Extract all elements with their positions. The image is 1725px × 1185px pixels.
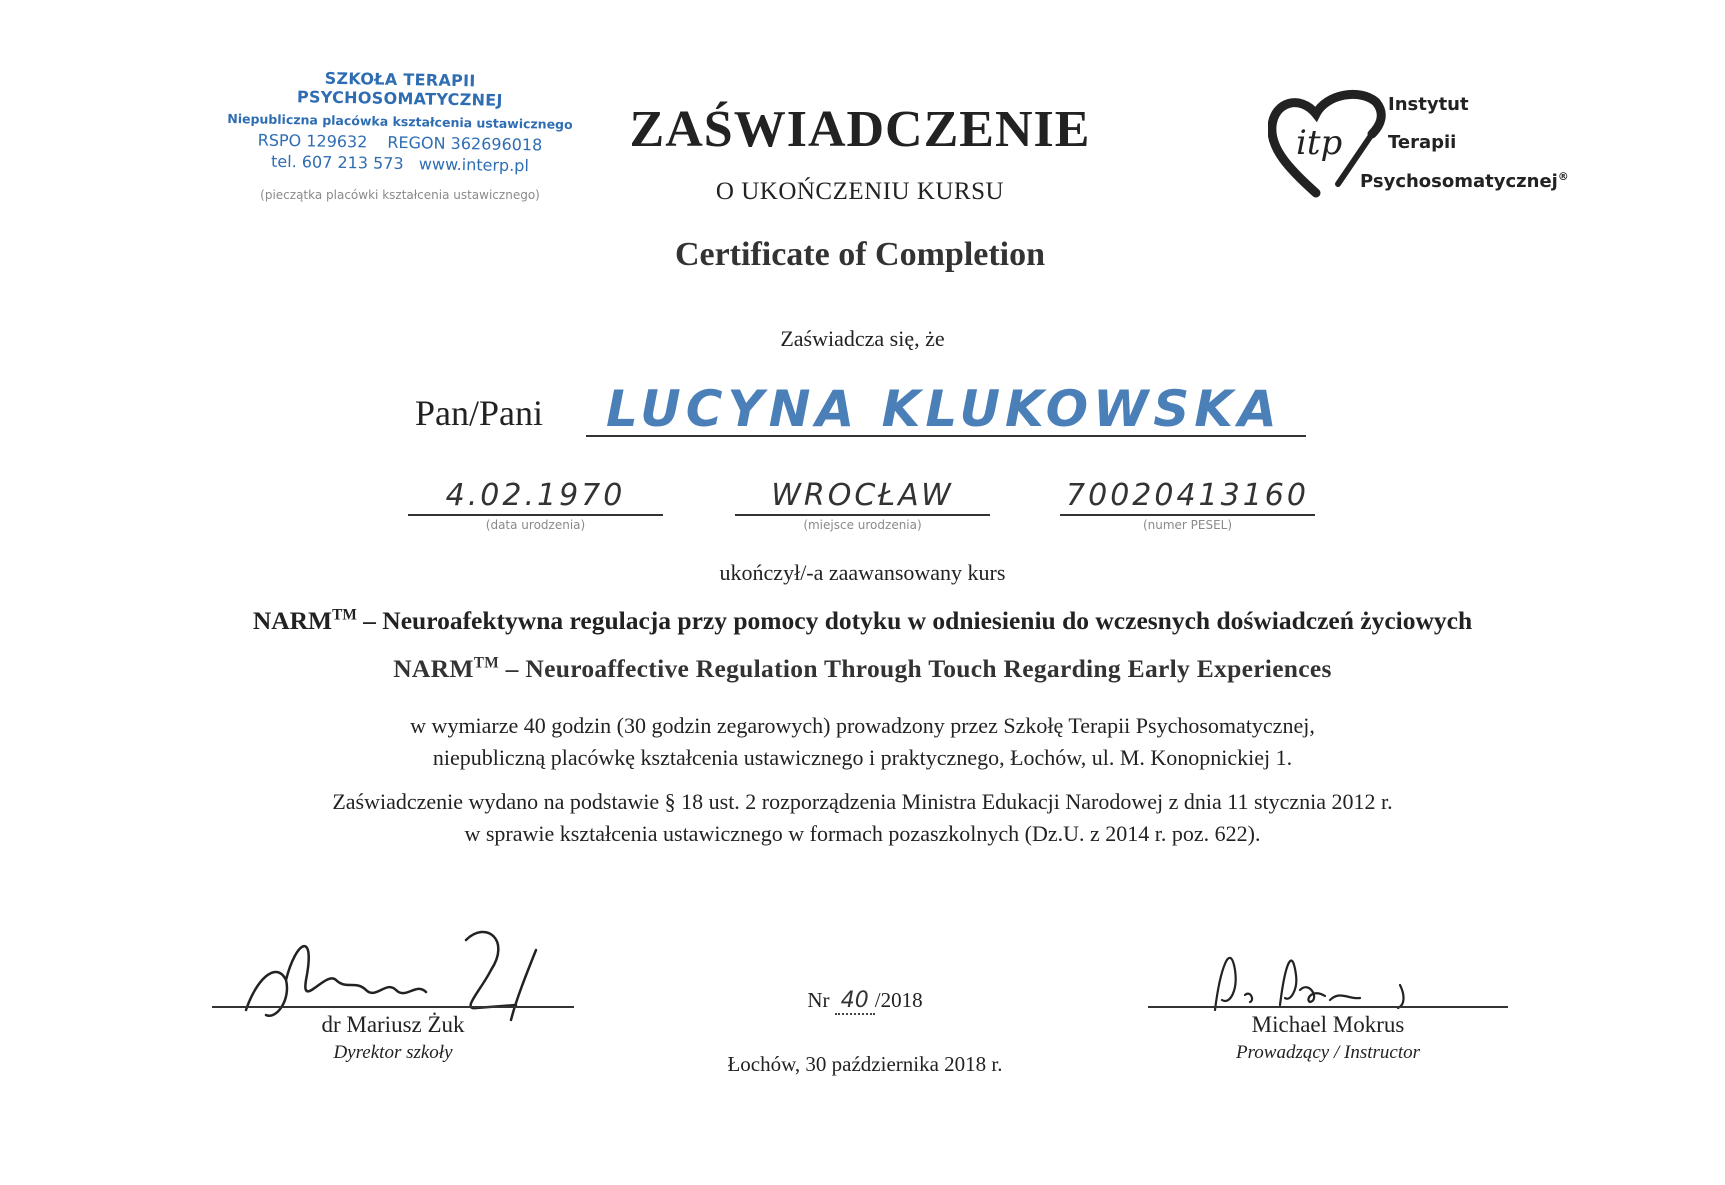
birth-date-line	[408, 514, 663, 516]
stamp-phone: tel. 607 213 573	[270, 151, 404, 174]
course-details-line-1: w wymiarze 40 godzin (30 godzin zegarowych) prowadzony przez Szkołę Terapii Psychosomatycznej,	[410, 713, 1315, 738]
instructor-name: Michael Mokrus	[1251, 1012, 1405, 1037]
recipient-name: LUCYNA KLUKOWSKA	[606, 380, 1282, 438]
stamp-school-name: SZKOŁA TERAPII PSYCHOSOMATYCZNEJ	[296, 68, 503, 110]
document-subtitle: O UKOŃCZENIU KURSU	[715, 178, 1005, 205]
birth-place-field	[735, 478, 990, 532]
course-title-en	[0, 654, 1725, 684]
document-title: ZAŚWIADCZENIE	[629, 101, 1091, 158]
trademark-pl: TM	[332, 606, 357, 624]
registered-mark: ®	[1557, 170, 1569, 183]
logo-line-1: Instytut	[1388, 94, 1469, 115]
director-role: Dyrektor szkoły	[333, 1042, 453, 1063]
certificate-number	[700, 988, 1030, 1013]
completed-text: ukończył/-a zaawansowany kurs	[719, 560, 1006, 585]
logo-line-3	[1360, 170, 1569, 192]
stamp-contact	[220, 151, 580, 176]
pesel-caption: (numer PESEL)	[1142, 518, 1233, 532]
legal-basis-line-2: w sprawie kształcenia ustawicznego w formach pozaszkolnych (Dz.U. z 2014 r. poz. 622).	[464, 821, 1261, 846]
trademark-en: TM	[473, 654, 499, 672]
stamp-regon: REGON 362696018	[387, 132, 543, 155]
course-details	[0, 710, 1725, 774]
logo-line-3-text: Psychosomatycznej	[1360, 171, 1558, 192]
director-name: dr Mariusz Żuk	[321, 1012, 465, 1037]
course-title-pl	[0, 606, 1725, 636]
logo-line-2: Terapii	[1388, 132, 1457, 153]
stamp-rspo: RSPO 129632	[257, 130, 368, 152]
birth-place-caption: (miejsce urodzenia)	[803, 518, 922, 532]
instructor-role: Prowadzący / Instructor	[1235, 1042, 1420, 1063]
director-signature-line	[212, 1006, 574, 1008]
certificate-number-value: 40	[835, 988, 875, 1015]
course-details-line-2: niepubliczną placówkę kształcenia ustawicznego i praktycznego, Łochów, ul. M. Konopnickiej 1.	[432, 745, 1293, 770]
course-rest-en: – Neuroaffective Regulation Through Touch Regarding Early Experiences	[498, 654, 1332, 683]
birth-place-value: WROCŁAW	[771, 478, 954, 513]
course-rest-pl: – Neuroafektywna regulacja przy pomocy dotyku w odniesieniu do wczesnych doświadczeń życiowych	[356, 606, 1473, 635]
course-prefix-en: NARM	[393, 654, 474, 683]
pesel-line	[1060, 514, 1315, 516]
english-title: Certificate of Completion	[674, 236, 1046, 273]
birth-date-value: 4.02.1970	[445, 478, 626, 513]
birth-place-line	[735, 514, 990, 516]
stamp-website: www.interp.pl	[418, 154, 530, 176]
stamp-caption: (pieczątka placówki kształcenia ustawicznego)	[260, 188, 540, 202]
stamp-school-type: Niepubliczna placówka kształcenia ustawicznego	[227, 110, 573, 133]
legal-basis	[0, 786, 1725, 850]
course-prefix-pl: NARM	[252, 606, 333, 635]
certificate-number-suffix: /2018	[874, 988, 923, 1012]
name-underline	[586, 435, 1306, 437]
birth-date-field	[408, 478, 663, 532]
instructor-signature-line	[1148, 1006, 1508, 1008]
institute-logo	[1268, 88, 1568, 208]
intro-text: Zaświadcza się, że	[780, 326, 945, 351]
pesel-field	[1060, 478, 1315, 532]
legal-basis-line-1: Zaświadczenie wydano na podstawie § 18 ust. 2 rozporządzenia Ministra Edukacji Narodowej z dnia 11 stycznia 2012 r.	[332, 789, 1393, 814]
school-stamp	[220, 68, 580, 176]
place-and-date: Łochów, 30 października 2018 r.	[727, 1052, 1003, 1076]
name-label: Pan/Pani	[415, 393, 544, 433]
logo-initials: itp	[1296, 123, 1343, 163]
pesel-value: 70020413160	[1066, 478, 1309, 513]
certificate-number-prefix: Nr	[807, 988, 835, 1012]
birth-date-caption: (data urodzenia)	[485, 518, 586, 532]
